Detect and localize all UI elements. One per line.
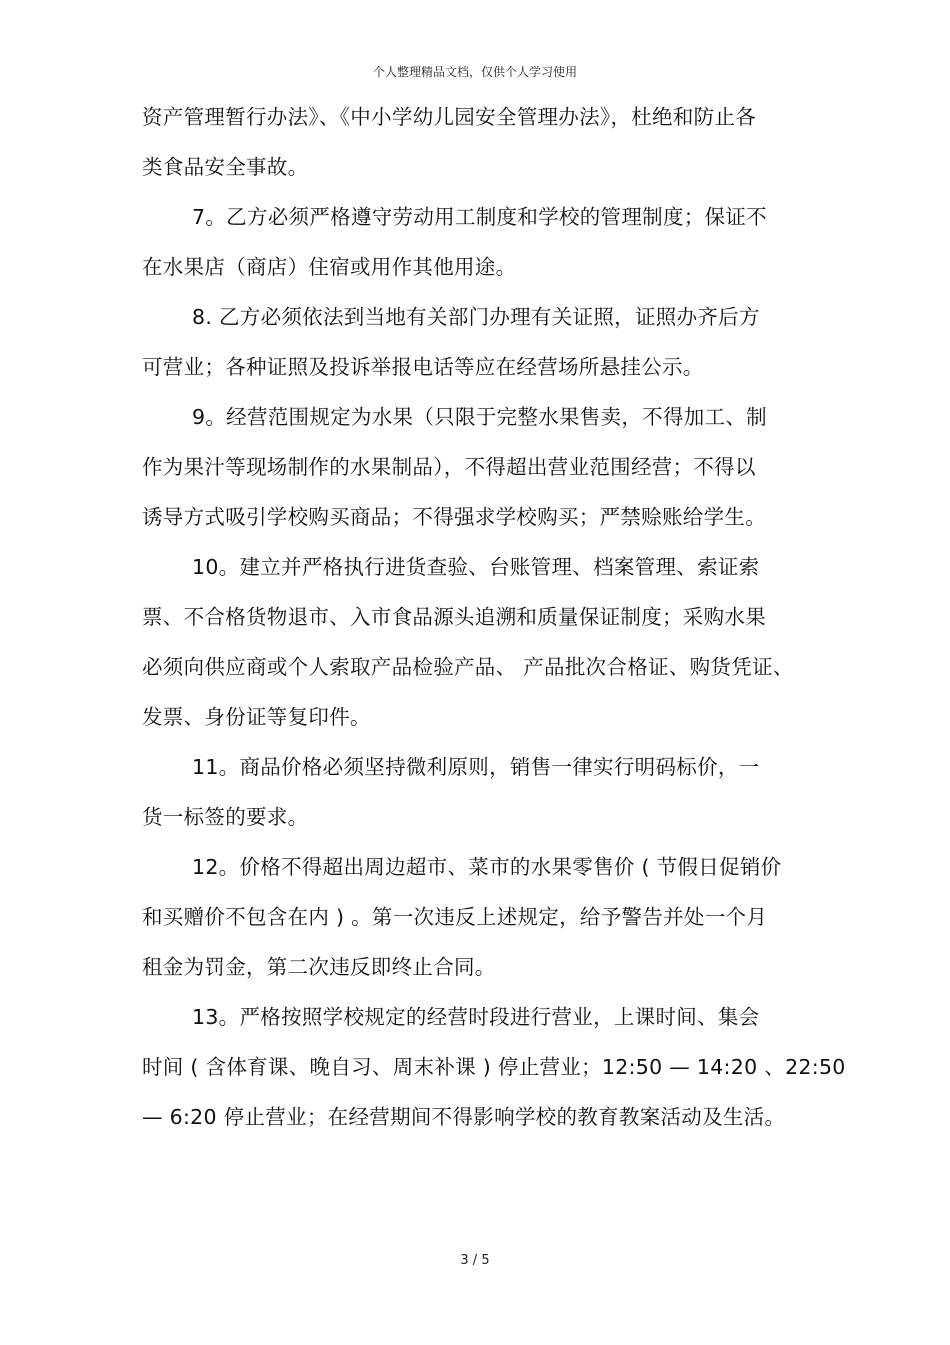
clause-12-line: 12。价格不得超出周边超市、菜市的水果零售价 ( 节假日促销价 [192, 855, 782, 879]
text-line: 作为果汁等现场制作的水果制品），不得超出营业范围经营；不得以 [142, 455, 756, 479]
clause-10-line: 10。建立并严格执行进货查验、台账管理、档案管理、索证索 [192, 555, 760, 579]
text-line: 票、不合格货物退市、入市食品源头追溯和质量保证制度；采购水果 [142, 605, 766, 629]
text-line: 时间 ( 含体育课、晚自习、周末补课 ) 停止营业；12:50 — 14:20 、22:50 [142, 1055, 846, 1079]
text-line: 类食品安全事故。 [142, 155, 309, 179]
clause-11-line: 11。商品价格必须坚持微利原则，销售一律实行明码标价，一 [192, 755, 760, 779]
text-line: 货一标签的要求。 [142, 805, 309, 829]
document-body [142, 95, 846, 1145]
page-number: 3 / 5 [460, 1253, 490, 1268]
clause-9-line: 9。经营范围规定为水果（只限于完整水果售卖，不得加工、制 [192, 405, 767, 429]
text-line: 资产管理暂行办法》、《中小学幼儿园安全管理办法》，杜绝和防止各 [142, 105, 757, 129]
text-line: 在水果店（商店）住宿或用作其他用途。 [142, 255, 517, 279]
text-line: 可营业；各种证照及投诉举报电话等应在经营场所悬挂公示。 [142, 355, 704, 379]
text-line: — 6:20 停止营业；在经营期间不得影响学校的教育教案活动及生活。 [142, 1105, 786, 1129]
text-line: 和买赠价不包含在内 ) 。第一次违反上述规定，给予警告并处一个月 [142, 905, 768, 929]
clause-13-line: 13。严格按照学校规定的经营时段进行营业，上课时间、集会 [192, 1005, 760, 1029]
text-line: 租金为罚金，第二次违反即终止合同。 [142, 955, 496, 979]
text-line: 发票、身份证等复印件。 [142, 705, 371, 729]
page-header: 个人整理精品文档，仅供个人学习使用 [372, 65, 577, 79]
clause-7-line: 7。乙方必须严格遵守劳动用工制度和学校的管理制度；保证不 [192, 205, 767, 229]
text-line: 诱导方式吸引学校购买商品；不得强求学校购买；严禁赊账给学生。 [142, 505, 766, 529]
text-line: 必须向供应商或个人索取产品检验产品、 产品批次合格证、购货凭证、 [142, 655, 794, 679]
clause-8-line: 8. 乙方必须依法到当地有关部门办理有关证照，证照办齐后方 [192, 305, 760, 329]
